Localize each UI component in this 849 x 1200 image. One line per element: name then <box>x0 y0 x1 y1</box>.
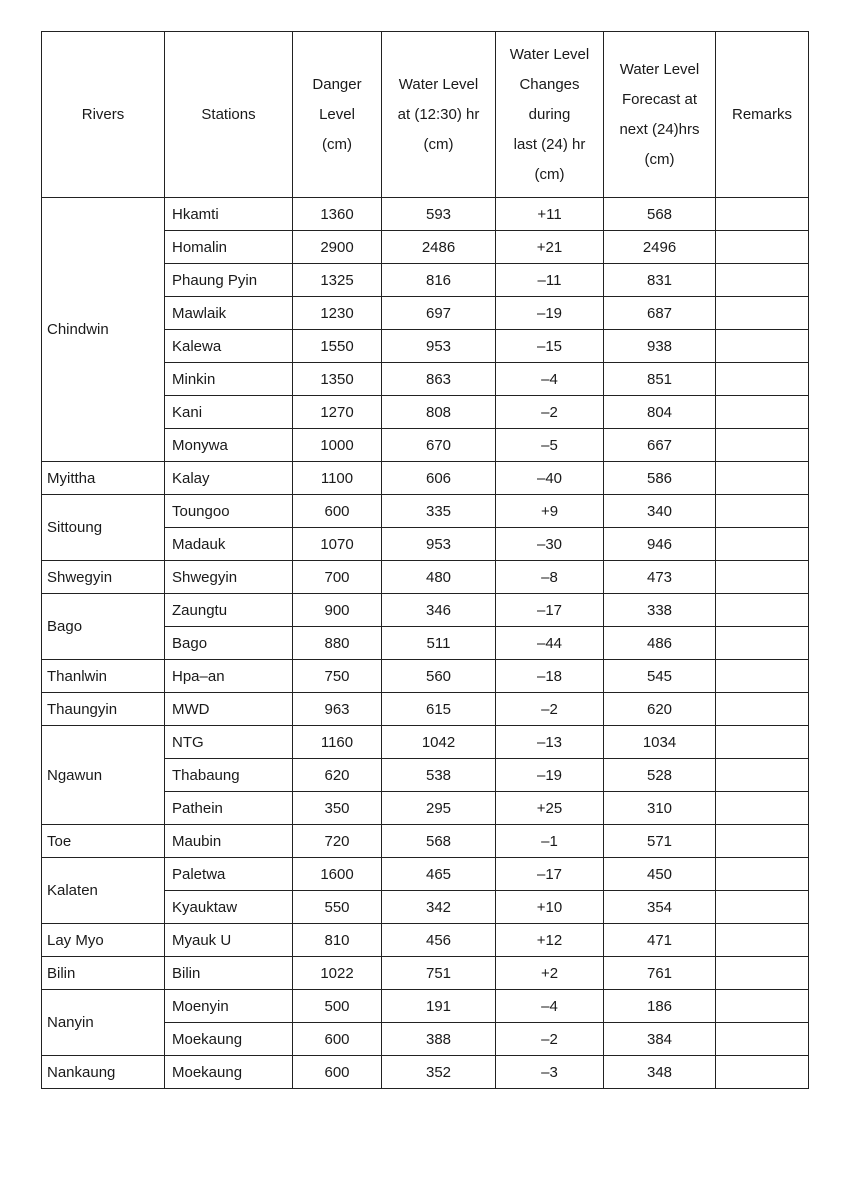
remarks-cell <box>716 297 809 330</box>
river-cell: Nankaung <box>42 1056 165 1089</box>
river-cell: Chindwin <box>42 198 165 462</box>
water-level-cell: 560 <box>382 660 496 693</box>
table-row <box>42 1056 809 1089</box>
remarks-cell <box>716 363 809 396</box>
station-cell: Pathein <box>165 792 293 825</box>
level-change-cell: +11 <box>496 198 604 231</box>
level-change-cell: –2 <box>496 693 604 726</box>
station-cell: Myauk U <box>165 924 293 957</box>
level-change-cell: –30 <box>496 528 604 561</box>
level-change-cell: –18 <box>496 660 604 693</box>
forecast-cell: 620 <box>604 693 716 726</box>
water-level-cell: 568 <box>382 825 496 858</box>
level-change-cell: –11 <box>496 264 604 297</box>
station-cell: NTG <box>165 726 293 759</box>
remarks-cell <box>716 330 809 363</box>
danger-level-cell: 1000 <box>293 429 382 462</box>
remarks-cell <box>716 759 809 792</box>
water-level-cell: 480 <box>382 561 496 594</box>
danger-level-cell: 1360 <box>293 198 382 231</box>
water-level-cell: 593 <box>382 198 496 231</box>
remarks-cell <box>716 990 809 1023</box>
remarks-cell <box>716 429 809 462</box>
water-level-cell: 511 <box>382 627 496 660</box>
level-change-cell: –5 <box>496 429 604 462</box>
remarks-cell <box>716 792 809 825</box>
header-rivers: Rivers <box>42 32 165 198</box>
water-level-cell: 751 <box>382 957 496 990</box>
station-cell: Homalin <box>165 231 293 264</box>
forecast-cell: 667 <box>604 429 716 462</box>
river-cell: Lay Myo <box>42 924 165 957</box>
station-cell: Bago <box>165 627 293 660</box>
station-cell: Kalay <box>165 462 293 495</box>
danger-level-cell: 1230 <box>293 297 382 330</box>
header-water-level: Water Level at (12:30) hr (cm) <box>382 32 496 198</box>
forecast-cell: 310 <box>604 792 716 825</box>
header-row <box>42 32 809 198</box>
station-cell: Phaung Pyin <box>165 264 293 297</box>
danger-level-cell: 600 <box>293 1023 382 1056</box>
station-cell: Moekaung <box>165 1023 293 1056</box>
danger-level-cell: 350 <box>293 792 382 825</box>
river-cell: Ngawun <box>42 726 165 825</box>
forecast-cell: 804 <box>604 396 716 429</box>
table-row <box>42 990 809 1023</box>
forecast-cell: 687 <box>604 297 716 330</box>
table-row <box>42 726 809 759</box>
remarks-cell <box>716 495 809 528</box>
table-row <box>42 561 809 594</box>
station-cell: Minkin <box>165 363 293 396</box>
station-cell: Shwegyin <box>165 561 293 594</box>
header-forecast: Water Level Forecast at next (24)hrs (cm) <box>604 32 716 198</box>
danger-level-cell: 2900 <box>293 231 382 264</box>
danger-level-cell: 880 <box>293 627 382 660</box>
table-row <box>42 693 809 726</box>
level-change-cell: +12 <box>496 924 604 957</box>
remarks-cell <box>716 825 809 858</box>
danger-level-cell: 900 <box>293 594 382 627</box>
level-change-cell: –3 <box>496 1056 604 1089</box>
level-change-cell: –40 <box>496 462 604 495</box>
river-cell: Nanyin <box>42 990 165 1056</box>
danger-level-cell: 810 <box>293 924 382 957</box>
forecast-cell: 384 <box>604 1023 716 1056</box>
table-row <box>42 957 809 990</box>
level-change-cell: –4 <box>496 363 604 396</box>
table-row <box>42 924 809 957</box>
danger-level-cell: 963 <box>293 693 382 726</box>
remarks-cell <box>716 660 809 693</box>
forecast-cell: 450 <box>604 858 716 891</box>
station-cell: Zaungtu <box>165 594 293 627</box>
remarks-cell <box>716 396 809 429</box>
station-cell: Moenyin <box>165 990 293 1023</box>
water-level-cell: 456 <box>382 924 496 957</box>
station-cell: Madauk <box>165 528 293 561</box>
danger-level-cell: 1022 <box>293 957 382 990</box>
danger-level-cell: 1325 <box>293 264 382 297</box>
water-level-cell: 295 <box>382 792 496 825</box>
forecast-cell: 473 <box>604 561 716 594</box>
danger-level-cell: 720 <box>293 825 382 858</box>
remarks-cell <box>716 858 809 891</box>
forecast-cell: 545 <box>604 660 716 693</box>
river-cell: Shwegyin <box>42 561 165 594</box>
station-cell: Toungoo <box>165 495 293 528</box>
forecast-cell: 528 <box>604 759 716 792</box>
river-cell: Myittha <box>42 462 165 495</box>
water-level-cell: 1042 <box>382 726 496 759</box>
danger-level-cell: 1070 <box>293 528 382 561</box>
danger-level-cell: 1600 <box>293 858 382 891</box>
level-change-cell: –1 <box>496 825 604 858</box>
forecast-cell: 354 <box>604 891 716 924</box>
station-cell: Maubin <box>165 825 293 858</box>
station-cell: MWD <box>165 693 293 726</box>
remarks-cell <box>716 264 809 297</box>
station-cell: Kalewa <box>165 330 293 363</box>
danger-level-cell: 500 <box>293 990 382 1023</box>
remarks-cell <box>716 1023 809 1056</box>
danger-level-cell: 1100 <box>293 462 382 495</box>
header-danger-level: Danger Level (cm) <box>293 32 382 198</box>
river-cell: Bilin <box>42 957 165 990</box>
water-level-cell: 465 <box>382 858 496 891</box>
table-row <box>42 198 809 231</box>
level-change-cell: –2 <box>496 396 604 429</box>
remarks-cell <box>716 561 809 594</box>
water-level-cell: 335 <box>382 495 496 528</box>
level-change-cell: –13 <box>496 726 604 759</box>
remarks-cell <box>716 462 809 495</box>
water-level-cell: 670 <box>382 429 496 462</box>
level-change-cell: –17 <box>496 858 604 891</box>
water-level-cell: 346 <box>382 594 496 627</box>
forecast-cell: 851 <box>604 363 716 396</box>
forecast-cell: 486 <box>604 627 716 660</box>
remarks-cell <box>716 891 809 924</box>
remarks-cell <box>716 726 809 759</box>
station-cell: Hkamti <box>165 198 293 231</box>
remarks-cell <box>716 957 809 990</box>
forecast-cell: 471 <box>604 924 716 957</box>
water-level-cell: 615 <box>382 693 496 726</box>
remarks-cell <box>716 528 809 561</box>
danger-level-cell: 1550 <box>293 330 382 363</box>
danger-level-cell: 700 <box>293 561 382 594</box>
header-stations: Stations <box>165 32 293 198</box>
level-change-cell: +10 <box>496 891 604 924</box>
danger-level-cell: 550 <box>293 891 382 924</box>
water-level-cell: 2486 <box>382 231 496 264</box>
remarks-cell <box>716 198 809 231</box>
remarks-cell <box>716 924 809 957</box>
station-cell: Mawlaik <box>165 297 293 330</box>
river-cell: Thaungyin <box>42 693 165 726</box>
station-cell: Thabaung <box>165 759 293 792</box>
danger-level-cell: 1270 <box>293 396 382 429</box>
table-row <box>42 660 809 693</box>
forecast-cell: 348 <box>604 1056 716 1089</box>
water-level-cell: 388 <box>382 1023 496 1056</box>
remarks-cell <box>716 627 809 660</box>
level-change-cell: –19 <box>496 297 604 330</box>
forecast-cell: 586 <box>604 462 716 495</box>
water-level-cell: 606 <box>382 462 496 495</box>
header-level-changes: Water Level Changes during last (24) hr (cm) <box>496 32 604 198</box>
level-change-cell: +21 <box>496 231 604 264</box>
river-cell: Sittoung <box>42 495 165 561</box>
table-row <box>42 462 809 495</box>
forecast-cell: 568 <box>604 198 716 231</box>
forecast-cell: 1034 <box>604 726 716 759</box>
station-cell: Bilin <box>165 957 293 990</box>
level-change-cell: +9 <box>496 495 604 528</box>
river-cell: Bago <box>42 594 165 660</box>
remarks-cell <box>716 594 809 627</box>
danger-level-cell: 750 <box>293 660 382 693</box>
danger-level-cell: 1160 <box>293 726 382 759</box>
danger-level-cell: 600 <box>293 1056 382 1089</box>
station-cell: Kani <box>165 396 293 429</box>
level-change-cell: +25 <box>496 792 604 825</box>
level-change-cell: –2 <box>496 1023 604 1056</box>
station-cell: Moekaung <box>165 1056 293 1089</box>
level-change-cell: –8 <box>496 561 604 594</box>
water-level-cell: 697 <box>382 297 496 330</box>
level-change-cell: –19 <box>496 759 604 792</box>
table-row <box>42 858 809 891</box>
level-change-cell: –15 <box>496 330 604 363</box>
remarks-cell <box>716 1056 809 1089</box>
level-change-cell: +2 <box>496 957 604 990</box>
water-level-cell: 953 <box>382 528 496 561</box>
remarks-cell <box>716 693 809 726</box>
danger-level-cell: 620 <box>293 759 382 792</box>
water-level-cell: 816 <box>382 264 496 297</box>
forecast-cell: 938 <box>604 330 716 363</box>
water-level-cell: 191 <box>382 990 496 1023</box>
forecast-cell: 186 <box>604 990 716 1023</box>
water-level-cell: 352 <box>382 1056 496 1089</box>
forecast-cell: 2496 <box>604 231 716 264</box>
water-level-cell: 538 <box>382 759 496 792</box>
table-row <box>42 825 809 858</box>
level-change-cell: –17 <box>496 594 604 627</box>
river-cell: Toe <box>42 825 165 858</box>
station-cell: Kyauktaw <box>165 891 293 924</box>
level-change-cell: –44 <box>496 627 604 660</box>
level-change-cell: –4 <box>496 990 604 1023</box>
table-row <box>42 495 809 528</box>
danger-level-cell: 1350 <box>293 363 382 396</box>
header-remarks: Remarks <box>716 32 809 198</box>
station-cell: Monywa <box>165 429 293 462</box>
forecast-cell: 946 <box>604 528 716 561</box>
water-level-cell: 808 <box>382 396 496 429</box>
forecast-cell: 571 <box>604 825 716 858</box>
forecast-cell: 831 <box>604 264 716 297</box>
station-cell: Paletwa <box>165 858 293 891</box>
remarks-cell <box>716 231 809 264</box>
river-cell: Kalaten <box>42 858 165 924</box>
forecast-cell: 338 <box>604 594 716 627</box>
forecast-cell: 340 <box>604 495 716 528</box>
station-cell: Hpa–an <box>165 660 293 693</box>
water-level-cell: 342 <box>382 891 496 924</box>
danger-level-cell: 600 <box>293 495 382 528</box>
water-level-cell: 953 <box>382 330 496 363</box>
forecast-cell: 761 <box>604 957 716 990</box>
water-level-table <box>41 31 809 1089</box>
table-row <box>42 594 809 627</box>
water-level-cell: 863 <box>382 363 496 396</box>
river-cell: Thanlwin <box>42 660 165 693</box>
